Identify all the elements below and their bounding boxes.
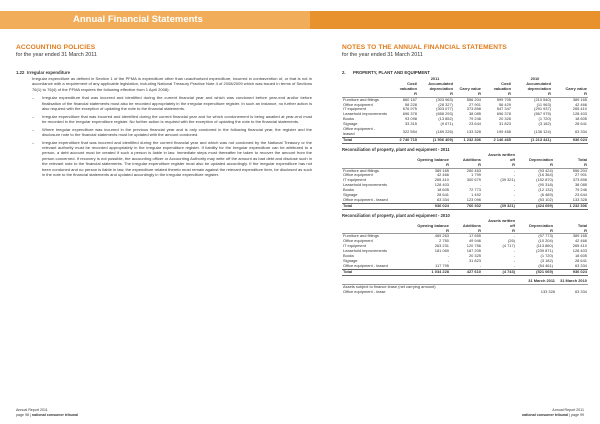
- table-total-row: Total 936 024 760 302 (39 321) (424 699) 1 232 306: [343, 202, 587, 208]
- table-cell: 63 334: [574, 262, 587, 268]
- table-cell: 599 705: [496, 96, 511, 102]
- column-header: Cost/ valuation: [493, 80, 511, 91]
- column-header: Opening balance: [417, 156, 449, 162]
- table-cell: -: [479, 262, 481, 268]
- row-label: Office equipment: [343, 172, 373, 178]
- table-row: [342, 127, 588, 137]
- column-header: Accumulated depreciation: [428, 80, 453, 91]
- policy-heading-text: Irregular expenditure: [27, 70, 70, 75]
- table-cell: -: [447, 258, 449, 263]
- table-cell: 49 946: [468, 238, 481, 244]
- table-cell: 322 554: [402, 128, 417, 134]
- table-cell: (11 963): [536, 101, 551, 107]
- table-cell: -: [513, 248, 515, 254]
- table-cell: 123 096: [466, 196, 481, 202]
- table-cell: 696 378: [402, 111, 417, 117]
- table-cell: (97 773): [538, 233, 553, 239]
- table-cell: -: [479, 182, 481, 188]
- table-cell: 38 085: [574, 182, 587, 188]
- table-cell: -: [513, 262, 515, 268]
- policy-bullet: [32, 95, 312, 111]
- column-header: Accumulated depreciation: [526, 80, 551, 91]
- unit-label: R: [482, 229, 516, 234]
- policy-intro-paragraph: Irregular expenditure as defined in Section 1 of the PFMA is expenditure other than unauthorised expenditure, incurred in contravention of, or that is not in accordance with a requirement of any applicable legislation, including National Treasury Practice Note 4 of 2008/2009 which was issued in terms of Sections 76(1) to 76(4) of the PFMA requires the following effective from 1 April 2008):: [32, 76, 312, 92]
- unit-label: R: [554, 229, 588, 234]
- table-cell: 389 165: [434, 167, 449, 173]
- column-header: Additions: [462, 156, 481, 162]
- policy-bullet: [32, 127, 312, 138]
- table-cell: 1 799: [471, 172, 481, 178]
- table-cell: 72 773: [468, 187, 481, 193]
- table-cell: 23 644: [468, 121, 481, 127]
- table-cell: 260 463: [466, 167, 481, 173]
- policy-bullet-text: Irregular expenditure that was incurred and identified during the current financial year and for which condonement is being awaited at year-end must be recorded in the irregular expenditure register. No further action is required with the exception of updating the note to the financial statements.: [42, 113, 312, 125]
- table-cell: (28 327): [438, 101, 453, 107]
- table-cell: (210 540): [534, 96, 551, 102]
- row-label: Books: [343, 187, 354, 193]
- left-section-subtitle: for the year ended 31 March 2011: [16, 52, 97, 58]
- table-cell: (3 182): [540, 258, 553, 263]
- table-cell: (39 321): [500, 177, 515, 183]
- table-cell: -: [513, 182, 515, 188]
- banner-title: Annual Financial Statements: [73, 14, 203, 25]
- row-label: Assets subject to finance lease (net carrying amount): [343, 283, 436, 289]
- table-cell: (26): [507, 238, 515, 244]
- policy-bullet: [32, 140, 312, 178]
- note-title: PROPERTY, PLANT AND EQUIPMENT: [353, 70, 430, 75]
- row-label: Office equipment - lease: [343, 288, 386, 294]
- column-header: Total: [577, 156, 587, 162]
- table-cell: 93 098: [404, 116, 417, 122]
- unit-label: R: [388, 92, 418, 97]
- table-cell: 27 901: [468, 101, 481, 107]
- column-header: Opening balance: [417, 222, 449, 228]
- table-cell: (136 124): [534, 128, 551, 134]
- unit-label: R: [454, 92, 482, 97]
- footer-right-report: Annual Report 2011: [552, 408, 584, 412]
- table-cell: (113 860): [536, 243, 553, 249]
- row-label: Leasehold improvements: [343, 111, 387, 117]
- row-label: IT equipment: [343, 243, 366, 249]
- table-cell: (3 182): [538, 121, 551, 127]
- table-cell: (10 204): [538, 238, 553, 244]
- unit-label: R: [482, 92, 512, 97]
- row-label: Furniture and fittings: [343, 167, 379, 173]
- table-cell: 128 403: [434, 182, 449, 188]
- table-cell: 38 085: [468, 111, 481, 117]
- table-cell: 263 231: [434, 243, 449, 249]
- table-cell: 2 750: [439, 238, 449, 244]
- table-cell: 265 410: [572, 243, 587, 249]
- table-cell: (291 937): [534, 106, 551, 112]
- column-header: Assets written off: [488, 151, 515, 162]
- unit-label: R: [512, 92, 552, 97]
- reconciliation-2010-table: [342, 219, 588, 276]
- table-cell: -: [513, 233, 515, 239]
- row-label: IT equipment: [343, 177, 366, 183]
- reconciliation-2010-caption: Reconciliation of property, plant and equipment - 2010: [342, 212, 450, 218]
- row-label: Furniture and fittings: [343, 233, 379, 239]
- unit-label: R: [554, 163, 588, 168]
- finance-lease-table: [342, 279, 588, 295]
- policy-bullet: [32, 114, 312, 125]
- table-cell: 56 429: [498, 101, 511, 107]
- table-cell: 676 975: [402, 106, 417, 112]
- table-cell: 28 641: [436, 192, 449, 198]
- table-cell: 265 410: [572, 106, 587, 112]
- table-cell: 547 347: [496, 106, 511, 112]
- table-cell: 373 898: [466, 106, 481, 112]
- unit-label: R: [414, 229, 450, 234]
- table-cell: -: [513, 167, 515, 173]
- table-cell: -: [447, 253, 449, 259]
- policy-bullet-list: [32, 95, 312, 177]
- table-cell: 58 228: [404, 101, 417, 107]
- table-cell: 33 315: [404, 121, 417, 127]
- table-cell: (152 870): [536, 177, 553, 183]
- table-cell: (303 963): [436, 96, 453, 102]
- row-label: Office equipment: [343, 101, 373, 107]
- table-cell: (567 975): [534, 111, 551, 117]
- table-cell: (6 489): [540, 192, 553, 198]
- table-cell: 117 795: [435, 262, 449, 268]
- footer-left-page-number: page 98 |: [16, 412, 31, 417]
- table-cell: (12 132): [538, 187, 553, 193]
- row-label: Furniture and fittings: [343, 96, 379, 102]
- left-section-title: ACCOUNTING POLICIES: [16, 44, 96, 51]
- table-cell: 28 641: [574, 258, 587, 263]
- row-label: Signage: [343, 192, 358, 198]
- table-cell: 128 403: [572, 111, 587, 117]
- table-cell: 373 898: [572, 177, 587, 183]
- table-cell: (53 102): [538, 196, 553, 202]
- table-cell: 42 466: [436, 172, 449, 178]
- table-cell: (13 852): [438, 116, 453, 122]
- table-cell: (9 671): [440, 121, 453, 127]
- table-cell: 389 165: [572, 96, 587, 102]
- finance-lease-body: [342, 284, 588, 294]
- table-cell: (303 077): [436, 106, 453, 112]
- row-label: Books: [343, 253, 354, 259]
- footer-left-page: [16, 413, 78, 418]
- table-cell: 18 605: [574, 116, 587, 122]
- row-label: Signage: [343, 121, 358, 127]
- unit-label: R: [418, 92, 454, 97]
- column-header: Total: [577, 222, 587, 228]
- table-cell: (239 871): [536, 248, 553, 254]
- unit-label: R: [516, 229, 554, 234]
- table-cell: 556 204: [466, 96, 481, 102]
- row-label: Office equipment - leased: [343, 126, 376, 136]
- table-cell: 28 641: [574, 121, 587, 127]
- column-header: Carry value: [565, 85, 587, 91]
- table-cell: 265 410: [434, 177, 449, 183]
- notes-column: [342, 44, 588, 294]
- policy-bullet-text: Irregular expenditure that was incurred and identified during the current financial year and which was not condoned by the National Treasury or the relevant authority must be recorded appropriately in the irregular expenditure register. If liability for the irregular expenditure can be attributed to a person, a debt account must be created if such a person is liable in law. Immediate steps must thereafter be taken to recover the amount from the person concerned. If recovery is not possible, the accounting officer or Accounting Authority may write off the amount as bad debt and disclose such in the relevant note to the financial statements. The irregular expenditure register must also be updated accordingly. If the irregular expenditure has not been condoned and no person is liable in law, the expenditure related thereto must remain against the relevant expenditure item, be disclosed as such in the note to the financial statements and updated accordingly in the irregular expenditure register.: [42, 139, 312, 178]
- footer-left-brand: national consumer tribunal: [30, 412, 79, 417]
- table-cell: 187 205: [466, 248, 481, 254]
- table-cell: 27 901: [574, 172, 587, 178]
- table-cell: 79 246: [574, 187, 587, 193]
- table-header-row: [342, 82, 588, 92]
- row-label: IT equipment: [343, 106, 366, 112]
- table-cell: 63 334: [574, 288, 587, 294]
- table-cell: 18 605: [436, 187, 449, 193]
- table-cell: 20 325: [468, 253, 481, 259]
- table-cell: -: [513, 172, 515, 178]
- row-label: Office equipment: [343, 238, 373, 244]
- column-header: Depreciation: [529, 222, 553, 228]
- table-cell: 79 246: [468, 116, 481, 122]
- table-cell: (189 226): [436, 128, 453, 134]
- column-header: Carry value: [459, 85, 481, 91]
- policy-heading-number: 1.22: [16, 70, 25, 75]
- table-cell: (4 717): [502, 243, 515, 249]
- policy-bullet-text: Where irregular expenditure was incurred in the previous financial year and is only condoned in the following financial year, the register and the disclosure note to the financial statements must be updated with the amount condoned.: [42, 126, 312, 138]
- row-label: Leasehold improvements: [343, 182, 387, 188]
- column-header: Depreciation: [529, 156, 553, 162]
- table-cell: (1 720): [540, 253, 553, 259]
- table-total-row: Total 2 740 715 (1 506 409) 1 232 306 2 146 465 (1 213 441) 936 024: [343, 136, 587, 142]
- year-2010-header: 2010: [530, 76, 540, 81]
- note-number: 2.: [342, 70, 346, 75]
- column-header: Cost/ valuation: [399, 80, 417, 91]
- table-cell: 42 466: [574, 101, 587, 107]
- table-cell: (16 364): [538, 172, 553, 178]
- table-cell: (658 293): [436, 111, 453, 117]
- unit-label: R: [482, 163, 516, 168]
- table-cell: 860 167: [402, 96, 417, 102]
- table-cell: 389 165: [572, 233, 587, 239]
- table-cell: 63 334: [436, 196, 449, 202]
- reconciliation-2011-body: [342, 168, 588, 203]
- column-header: Additions: [462, 222, 481, 228]
- table-row: [342, 290, 588, 295]
- table-cell: 696 378: [496, 111, 511, 117]
- ppe-summary-body: [342, 97, 588, 137]
- footer-right: [522, 408, 584, 417]
- table-cell: -: [513, 196, 515, 202]
- table-cell: 63 334: [574, 128, 587, 134]
- table-cell: 20 326: [498, 116, 511, 122]
- footer-right-brand: national consumer tribunal: [521, 412, 569, 417]
- unit-label: R: [450, 163, 482, 168]
- footer-right-page: [522, 413, 584, 418]
- dash-marker: –: [32, 113, 35, 119]
- footer-left-report: Annual Report 2011: [16, 408, 48, 412]
- table-cell: 23 644: [574, 192, 587, 198]
- table-cell: 133 328: [466, 128, 481, 134]
- right-section-subtitle: for the year ended 31 March 2011: [342, 52, 423, 58]
- table-cell: 300 679: [466, 177, 481, 183]
- policy-bullet-text: Irregular expenditure that was incurred and identified during the current financial year and which was condoned before year-end and/or before finalisation of the financial statements must also be recorded appropriately in the irregular expenditure register. In such an instance, no further action is also required with the exception of updating the note to the financial statements.: [42, 95, 312, 112]
- table-cell: 181 069: [434, 248, 449, 254]
- unit-label: R: [516, 163, 554, 168]
- unit-label: R: [552, 92, 588, 97]
- table-cell: -: [513, 192, 515, 198]
- table-cell: 133 328: [572, 196, 587, 202]
- table-cell: 199 458: [496, 128, 511, 134]
- row-label: Leasehold improvements: [343, 248, 387, 254]
- reconciliation-2010-body: [342, 234, 588, 269]
- row-label: Signage: [343, 258, 358, 263]
- column-header: 31 March 2011: [524, 279, 556, 284]
- table-cell: 469 263: [434, 233, 449, 239]
- table-cell: (54 461): [538, 262, 553, 268]
- table-cell: 18 605: [574, 253, 587, 259]
- ppe-summary-table: [342, 77, 588, 144]
- column-header: Assets written off: [488, 217, 515, 228]
- table-cell: 31 823: [498, 121, 511, 127]
- table-cell: 128 403: [572, 248, 587, 254]
- dash-marker: –: [32, 139, 35, 145]
- unit-label: R: [450, 229, 482, 234]
- table-cell: -: [513, 187, 515, 193]
- reconciliation-2011-caption: Reconciliation of property, plant and equipment - 2011: [342, 146, 450, 152]
- table-cell: (93 424): [538, 167, 553, 173]
- table-cell: 42 466: [574, 238, 587, 244]
- footer-right-page-number: | page 99: [568, 412, 584, 417]
- year-2011-header: 2011: [430, 76, 440, 81]
- note-heading: [342, 70, 588, 76]
- table-cell: (1 720): [538, 116, 551, 122]
- column-header: 31 March 2010: [556, 279, 588, 284]
- table-total-row: Total 1 034 228 427 610 (4 743) (521 069) 936 024: [343, 268, 587, 274]
- table-cell: 120 756: [466, 243, 481, 249]
- table-cell: 17 655: [468, 233, 481, 239]
- table-cell: (90 318): [538, 182, 553, 188]
- row-label: Books: [343, 116, 354, 122]
- accounting-policies-column: [16, 44, 312, 180]
- footer-left: [16, 408, 78, 417]
- page-banner: [0, 0, 600, 36]
- unit-label: R: [414, 163, 450, 168]
- reconciliation-2011-table: [342, 153, 588, 210]
- right-section-title: NOTES TO THE ANNUAL FINANCIAL STATEMENTS: [342, 44, 507, 51]
- row-label: Office equipment - leased: [343, 262, 388, 268]
- dash-marker: –: [32, 126, 35, 132]
- table-cell: 31 823: [468, 258, 481, 263]
- table-cell: 556 204: [572, 167, 587, 173]
- table-cell: 133 328: [540, 288, 555, 294]
- row-label: Office equipment - leased: [343, 196, 388, 202]
- dash-marker: –: [32, 95, 35, 101]
- table-cell: 1 492: [471, 192, 481, 198]
- table-cell: -: [513, 253, 515, 259]
- table-cell: -: [513, 258, 515, 263]
